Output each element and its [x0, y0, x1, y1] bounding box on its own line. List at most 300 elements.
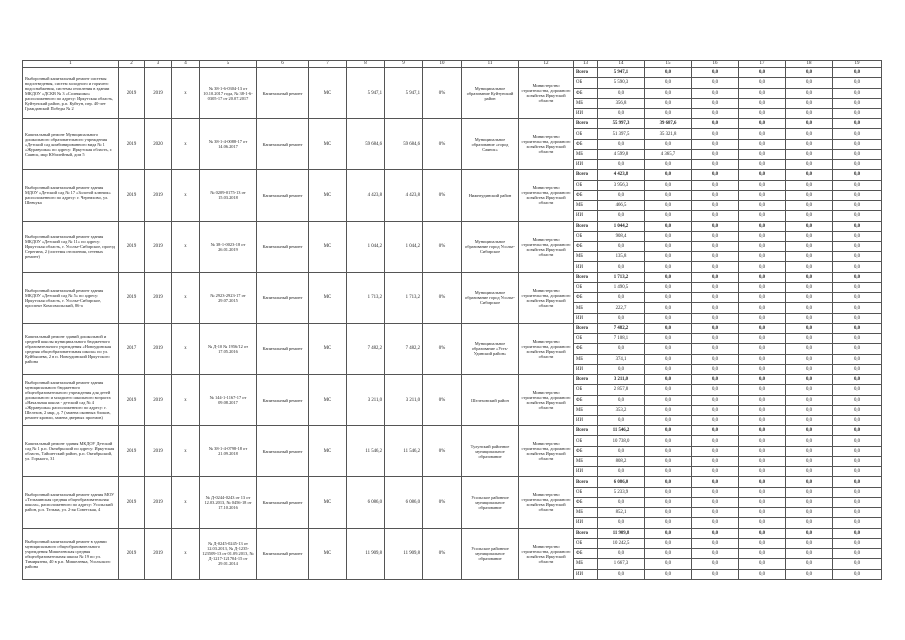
end-year: 2019 [145, 68, 172, 119]
funding-amount: 0,0 [645, 170, 692, 180]
funding-amount: 0,0 [786, 293, 833, 303]
funding-amount: 11 546,2 [598, 426, 645, 436]
funding-amount: 0,0 [598, 313, 645, 323]
funding-amount: 0,0 [833, 569, 882, 579]
funding-amount: 35 321,8 [645, 129, 692, 139]
funding-amount: 0,0 [786, 201, 833, 211]
funding-amount: 0,0 [739, 221, 786, 231]
municipality: Муниципальное образование город Усолье-Сибирское [462, 221, 519, 272]
funding-amount: 0,0 [692, 252, 739, 262]
funding-source: МБ [574, 456, 598, 466]
mark-x: х [172, 170, 200, 221]
funding-source: ФБ [574, 549, 598, 559]
funding-amount: 1 667,3 [598, 559, 645, 569]
funding-amount: 0,0 [739, 252, 786, 262]
estimated-cost: 11 546,2 [347, 426, 385, 477]
column-number: 10 [423, 61, 462, 68]
funding-source: ОБ [574, 334, 598, 344]
funding-amount: 0,0 [833, 436, 882, 446]
object-description: Выборочный капитальный ремонт здания МДОУ «Детский сад № 17 «Золотой ключик» расположенного по адресу: г. Черемхово, ул. Шевчука [23, 170, 119, 221]
funding-amount: 0,0 [598, 88, 645, 98]
column-number: 2 [119, 61, 145, 68]
funding-amount: 0,0 [786, 354, 833, 364]
expertise-conclusion: № 2923-2923-17 от 29.07.2015 [200, 272, 257, 323]
funding-amount: 353,2 [598, 405, 645, 415]
program-table [22, 60, 882, 580]
work-type: Капитальный ремонт [257, 375, 309, 426]
expertise-conclusion: № 38-1-6-0304-13 от 10.10.2017 года, № 38-1-6-0305-17 от 20.07.2017 [200, 68, 257, 119]
readiness-percent: 0% [423, 426, 462, 477]
funding-amount: 0,0 [739, 313, 786, 323]
funding-amount: 0,0 [786, 231, 833, 241]
funding-amount: 0,0 [786, 436, 833, 446]
funding-amount: 0,0 [692, 272, 739, 282]
municipality: Нижнеудинский район [462, 170, 519, 221]
funding-amount: 0,0 [692, 559, 739, 569]
end-year: 2019 [145, 170, 172, 221]
column-number: 4 [172, 61, 200, 68]
funding-amount: 0,0 [786, 170, 833, 180]
funding-amount: 0,0 [786, 252, 833, 262]
funding-amount: 0,0 [645, 201, 692, 211]
funding-amount: 0,0 [786, 375, 833, 385]
funding-amount: 0,0 [786, 190, 833, 200]
measure-unit: МС [309, 170, 347, 221]
mark-x: х [172, 221, 200, 272]
funding-amount: 0,0 [739, 487, 786, 497]
funding-amount: 0,0 [739, 569, 786, 579]
funding-amount: 0,0 [786, 68, 833, 78]
funding-source: ОБ [574, 487, 598, 497]
remaining-cost: 5 947,1 [385, 68, 423, 119]
funding-amount: 0,0 [786, 508, 833, 518]
funding-amount: 0,0 [833, 293, 882, 303]
estimated-cost: 1 044,2 [347, 221, 385, 272]
funding-amount: 2 857,8 [598, 385, 645, 395]
funding-amount: 0,0 [645, 334, 692, 344]
responsible-executor: Министерство строительства, дорожного хозяйства Иркутской области [519, 323, 574, 374]
funding-amount: 0,0 [739, 160, 786, 170]
funding-amount: 0,0 [833, 538, 882, 548]
funding-amount: 0,0 [645, 528, 692, 538]
funding-source: МБ [574, 303, 598, 313]
funding-amount: 0,0 [786, 272, 833, 282]
funding-amount: 0,0 [739, 303, 786, 313]
column-number: 16 [692, 61, 739, 68]
mark-x: х [172, 477, 200, 528]
funding-amount: 0,0 [645, 467, 692, 477]
object-description: Выборочный капитальный ремонт здания МОУ «Тельминская средняя общеобразовательная школа», расположенного по адресу: Усольский район, р.п. Тельма, ул. 2-ая Советская, 4 [23, 477, 119, 528]
funding-amount: 0,0 [645, 405, 692, 415]
funding-source: ФБ [574, 242, 598, 252]
funding-amount: 0,0 [833, 487, 882, 497]
responsible-executor: Министерство строительства, дорожного хозяйства Иркутской области [519, 426, 574, 477]
funding-amount: 0,0 [786, 334, 833, 344]
funding-amount: 0,0 [692, 364, 739, 374]
funding-amount: 0,0 [645, 416, 692, 426]
funding-amount: 0,0 [598, 467, 645, 477]
table-row [23, 68, 882, 78]
funding-amount: 0,0 [645, 508, 692, 518]
funding-amount: 0,0 [739, 497, 786, 507]
funding-amount: 0,0 [645, 323, 692, 333]
funding-amount: 0,0 [598, 293, 645, 303]
funding-amount: 4 599,8 [598, 149, 645, 159]
funding-source: ОБ [574, 436, 598, 446]
funding-amount: 0,0 [786, 262, 833, 272]
funding-amount: 0,0 [739, 272, 786, 282]
funding-amount: 0,0 [739, 456, 786, 466]
work-type: Капитальный ремонт [257, 272, 309, 323]
funding-amount: 0,0 [692, 375, 739, 385]
funding-amount: 55 997,3 [598, 119, 645, 129]
funding-amount: 0,0 [692, 221, 739, 231]
funding-amount: 0,0 [739, 375, 786, 385]
funding-amount: 0,0 [833, 303, 882, 313]
funding-source: ИИ [574, 416, 598, 426]
funding-amount: 0,0 [833, 497, 882, 507]
responsible-executor: Министерство строительства, дорожного хозяйства Иркутской области [519, 68, 574, 119]
funding-amount: 0,0 [833, 119, 882, 129]
start-year: 2019 [119, 119, 145, 170]
funding-amount: 0,0 [739, 293, 786, 303]
funding-source: ИИ [574, 518, 598, 528]
funding-amount: 0,0 [739, 262, 786, 272]
funding-source: МБ [574, 559, 598, 569]
funding-amount: 0,0 [692, 467, 739, 477]
column-number: 11 [462, 61, 519, 68]
funding-amount: 0,0 [739, 98, 786, 108]
funding-amount: 0,0 [692, 508, 739, 518]
funding-amount: 0,0 [786, 528, 833, 538]
funding-amount: 0,0 [739, 282, 786, 292]
funding-amount: 0,0 [739, 395, 786, 405]
estimated-cost: 6 086,0 [347, 477, 385, 528]
funding-amount: 0,0 [833, 149, 882, 159]
estimated-cost: 1 713,2 [347, 272, 385, 323]
funding-amount: 0,0 [598, 242, 645, 252]
funding-amount: 0,0 [692, 170, 739, 180]
funding-amount: 0,0 [786, 559, 833, 569]
funding-amount: 0,0 [786, 242, 833, 252]
funding-source: Всего [574, 528, 598, 538]
funding-amount: 0,0 [786, 446, 833, 456]
work-type: Капитальный ремонт [257, 221, 309, 272]
funding-amount: 0,0 [692, 139, 739, 149]
object-description: Выборочный капитальный ремонт системы водоотведения, систем холодного и горячего водоснабжения, системы отопления в здании МКДОУ «ДСКВ № 3 «Солнышко» расположенного по адресу: Иркутская область, Куйтунский район, р.п. Куйтун, пер. 40-лет Гражданской Победы № 2 [23, 68, 119, 119]
funding-amount: 0,0 [645, 231, 692, 241]
funding-amount: 0,0 [645, 108, 692, 118]
start-year: 2019 [119, 221, 145, 272]
funding-amount: 0,0 [786, 221, 833, 231]
funding-amount: 0,0 [833, 221, 882, 231]
column-number: 3 [145, 61, 172, 68]
funding-amount: 0,0 [598, 139, 645, 149]
funding-amount: 0,0 [739, 242, 786, 252]
end-year: 2019 [145, 323, 172, 374]
remaining-cost: 11 909,8 [385, 528, 423, 579]
table-row [23, 170, 882, 180]
readiness-percent: 0% [423, 170, 462, 221]
funding-amount: 0,0 [692, 528, 739, 538]
column-number: 8 [347, 61, 385, 68]
table-row [23, 477, 882, 487]
funding-amount: 0,0 [739, 108, 786, 118]
municipality: Усольское районное муниципальное образование [462, 477, 519, 528]
funding-amount: 0,0 [833, 252, 882, 262]
funding-amount: 0,0 [786, 211, 833, 221]
funding-amount: 0,0 [692, 293, 739, 303]
funding-amount: 0,0 [786, 364, 833, 374]
municipality: Муниципальное образование город Усолье-Сибирское [462, 272, 519, 323]
funding-amount: 852,1 [598, 508, 645, 518]
funding-amount: 0,0 [786, 139, 833, 149]
end-year: 2019 [145, 375, 172, 426]
column-number: 7 [309, 61, 347, 68]
funding-amount: 0,0 [786, 395, 833, 405]
funding-amount: 0,0 [645, 426, 692, 436]
table-row [23, 119, 882, 129]
object-description: Выборочный капитальный ремонт в здании муниципального общеобразовательного учреждения Мишелевская средняя общеобразовательная школа № 19 по ул. Тимирязева, 40 в р.п. Мишелевка, Усольского района [23, 528, 119, 579]
funding-amount: 0,0 [833, 559, 882, 569]
funding-amount: 0,0 [786, 98, 833, 108]
funding-amount: 0,0 [833, 129, 882, 139]
funding-amount: 0,0 [833, 108, 882, 118]
funding-amount: 0,0 [786, 477, 833, 487]
funding-amount: 0,0 [692, 518, 739, 528]
table-row [23, 375, 882, 385]
measure-unit: МС [309, 221, 347, 272]
estimated-cost: 7 482,2 [347, 323, 385, 374]
funding-amount: 0,0 [833, 180, 882, 190]
funding-amount: 0,0 [786, 344, 833, 354]
estimated-cost: 11 909,8 [347, 528, 385, 579]
object-description: Выборочный капитальный ремонт здания МКДОУ «Детский сад № 5» по адресу: Иркутская область, г. Усолье-Сибирское, проспект Комсомольский, 86-а [23, 272, 119, 323]
funding-amount: 0,0 [692, 354, 739, 364]
mark-x: х [172, 68, 200, 119]
column-number: 19 [833, 61, 882, 68]
funding-amount: 0,0 [833, 88, 882, 98]
funding-amount: 0,0 [739, 139, 786, 149]
funding-amount: 4 365,7 [645, 149, 692, 159]
expertise-conclusion: № 144-1-1167-17 от 09.08.2017 [200, 375, 257, 426]
funding-amount: 0,0 [786, 456, 833, 466]
funding-source: МБ [574, 508, 598, 518]
start-year: 2019 [119, 170, 145, 221]
funding-source: МБ [574, 252, 598, 262]
measure-unit: МС [309, 119, 347, 170]
remaining-cost: 3 211,0 [385, 375, 423, 426]
funding-amount: 0,0 [833, 416, 882, 426]
funding-amount: 0,0 [692, 242, 739, 252]
mark-x: х [172, 272, 200, 323]
work-type: Капитальный ремонт [257, 528, 309, 579]
funding-amount: 0,0 [786, 108, 833, 118]
funding-amount: 0,0 [645, 559, 692, 569]
funding-source: ОБ [574, 129, 598, 139]
funding-amount: 5 947,1 [598, 68, 645, 78]
funding-amount: 0,0 [786, 467, 833, 477]
municipality: Шелеховский район [462, 375, 519, 426]
estimated-cost: 3 211,0 [347, 375, 385, 426]
funding-amount: 0,0 [692, 149, 739, 159]
funding-amount: 808,2 [598, 456, 645, 466]
municipality: Муниципальное образование Куйтунский район [462, 68, 519, 119]
start-year: 2019 [119, 375, 145, 426]
funding-amount: 0,0 [645, 272, 692, 282]
funding-source: Всего [574, 272, 598, 282]
funding-amount: 0,0 [833, 395, 882, 405]
object-description: Капитальный ремонт зданий дошкольной и средней школы муниципального бюджетного образовательного учреждения «Новоудинская средняя общеобразовательная школа» по ул. Куйбышева, 2 в п. Новоудинский Иркутского района [23, 323, 119, 374]
measure-unit: МС [309, 323, 347, 374]
funding-amount: 0,0 [692, 538, 739, 548]
funding-amount: 0,0 [598, 569, 645, 579]
funding-amount: 0,0 [692, 160, 739, 170]
funding-amount: 0,0 [645, 98, 692, 108]
funding-amount: 11 909,8 [598, 528, 645, 538]
funding-source: ОБ [574, 231, 598, 241]
funding-source: ОБ [574, 180, 598, 190]
funding-amount: 0,0 [645, 139, 692, 149]
funding-amount: 0,0 [833, 375, 882, 385]
municipality: Тулунский районное муниципальное образование [462, 426, 519, 477]
funding-amount: 0,0 [598, 364, 645, 374]
object-description: Выборочный капитальный ремонт здания муниципального бюджетного общеобразовательного учреждения для детей дошкольного и младшего школьного возраста «Начальная школа - детский сад № 4 «Журавушка» расположенного по адресу: г. Шелехов, 2 мкр, д. 7 (замена оконных блоков, ремонт кровли, замена дверных проемов) [23, 375, 119, 426]
table-row [23, 426, 882, 436]
funding-amount: 0,0 [739, 405, 786, 415]
remaining-cost: 4 423,8 [385, 170, 423, 221]
funding-amount: 5 233,9 [598, 487, 645, 497]
funding-amount: 0,0 [739, 467, 786, 477]
responsible-executor: Министерство строительства, дорожного хозяйства Иркутской области [519, 170, 574, 221]
column-number: 5 [200, 61, 257, 68]
funding-amount: 0,0 [833, 160, 882, 170]
funding-amount: 0,0 [598, 416, 645, 426]
funding-amount: 0,0 [692, 334, 739, 344]
funding-amount: 0,0 [739, 364, 786, 374]
funding-amount: 0,0 [739, 68, 786, 78]
funding-amount: 0,0 [598, 160, 645, 170]
funding-source: Всего [574, 221, 598, 231]
work-type: Капитальный ремонт [257, 477, 309, 528]
responsible-executor: Министерство строительства, дорожного хозяйства Иркутской области [519, 477, 574, 528]
responsible-executor: Министерство строительства, дорожного хозяйства Иркутской области [519, 375, 574, 426]
funding-amount: 39 687,6 [645, 119, 692, 129]
funding-source: ФБ [574, 139, 598, 149]
funding-amount: 0,0 [645, 344, 692, 354]
work-type: Капитальный ремонт [257, 68, 309, 119]
funding-amount: 0,0 [692, 313, 739, 323]
funding-source: ИИ [574, 569, 598, 579]
funding-amount: 0,0 [645, 313, 692, 323]
funding-amount: 0,0 [833, 518, 882, 528]
funding-amount: 0,0 [692, 385, 739, 395]
readiness-percent: 0% [423, 68, 462, 119]
funding-amount: 0,0 [786, 405, 833, 415]
readiness-percent: 0% [423, 221, 462, 272]
funding-amount: 0,0 [692, 201, 739, 211]
funding-amount: 0,0 [786, 180, 833, 190]
funding-amount: 0,0 [833, 477, 882, 487]
municipality: Муниципальное образование «Усть-Удинский район» [462, 323, 519, 374]
funding-amount: 0,0 [645, 477, 692, 487]
readiness-percent: 0% [423, 375, 462, 426]
funding-amount: 0,0 [692, 78, 739, 88]
funding-amount: 374,1 [598, 354, 645, 364]
funding-amount: 0,0 [786, 569, 833, 579]
funding-amount: 0,0 [833, 364, 882, 374]
funding-amount: 0,0 [645, 242, 692, 252]
funding-amount: 0,0 [692, 129, 739, 139]
funding-amount: 0,0 [786, 303, 833, 313]
funding-amount: 0,0 [645, 456, 692, 466]
start-year: 2017 [119, 323, 145, 374]
funding-amount: 0,0 [645, 160, 692, 170]
funding-source: Всего [574, 119, 598, 129]
funding-amount: 0,0 [739, 201, 786, 211]
funding-source: ФБ [574, 293, 598, 303]
funding-amount: 0,0 [645, 569, 692, 579]
measure-unit: МС [309, 272, 347, 323]
funding-amount: 0,0 [692, 456, 739, 466]
estimated-cost: 59 684,6 [347, 119, 385, 170]
funding-amount: 0,0 [739, 231, 786, 241]
expertise-conclusion: № 38-1-0023-18 от 26.01.2019 [200, 221, 257, 272]
end-year: 2020 [145, 119, 172, 170]
funding-amount: 0,0 [786, 119, 833, 129]
funding-amount: 0,0 [739, 119, 786, 129]
funding-amount: 0,0 [645, 538, 692, 548]
funding-source: Всего [574, 426, 598, 436]
funding-amount: 0,0 [598, 190, 645, 200]
funding-amount: 0,0 [739, 344, 786, 354]
funding-amount: 0,0 [739, 88, 786, 98]
funding-amount: 0,0 [739, 354, 786, 364]
funding-amount: 0,0 [786, 282, 833, 292]
funding-amount: 0,0 [739, 559, 786, 569]
measure-unit: МС [309, 68, 347, 119]
funding-amount: 0,0 [739, 549, 786, 559]
funding-amount: 1 490,5 [598, 282, 645, 292]
funding-amount: 222,7 [598, 303, 645, 313]
end-year: 2019 [145, 426, 172, 477]
funding-amount: 0,0 [786, 538, 833, 548]
funding-amount: 0,0 [833, 456, 882, 466]
object-description: Капитальный ремонт здания МКДОУ Детский сад № 1 р.п. Октябрьский по адресу: Иркутская область, Тайшетский район, р.п. Октябрьский, ул. Горького, 31 [23, 426, 119, 477]
expertise-conclusion: № 38-1-4-0798-18 от 21.09.2018 [200, 426, 257, 477]
remaining-cost: 11 546,2 [385, 426, 423, 477]
funding-amount: 0,0 [645, 180, 692, 190]
funding-amount: 0,0 [739, 385, 786, 395]
work-type: Капитальный ремонт [257, 426, 309, 477]
funding-amount: 0,0 [833, 262, 882, 272]
funding-amount: 0,0 [833, 385, 882, 395]
funding-amount: 7 108,1 [598, 334, 645, 344]
table-row [23, 272, 882, 282]
funding-source: ОБ [574, 385, 598, 395]
funding-amount: 0,0 [833, 282, 882, 292]
funding-amount: 0,0 [692, 446, 739, 456]
funding-amount: 0,0 [692, 262, 739, 272]
readiness-percent: 0% [423, 272, 462, 323]
funding-source: ФБ [574, 190, 598, 200]
funding-amount: 4 423,8 [598, 170, 645, 180]
funding-amount: 356,8 [598, 98, 645, 108]
funding-amount: 0,0 [833, 170, 882, 180]
funding-source: МБ [574, 149, 598, 159]
funding-amount: 0,0 [786, 426, 833, 436]
work-type: Капитальный ремонт [257, 170, 309, 221]
